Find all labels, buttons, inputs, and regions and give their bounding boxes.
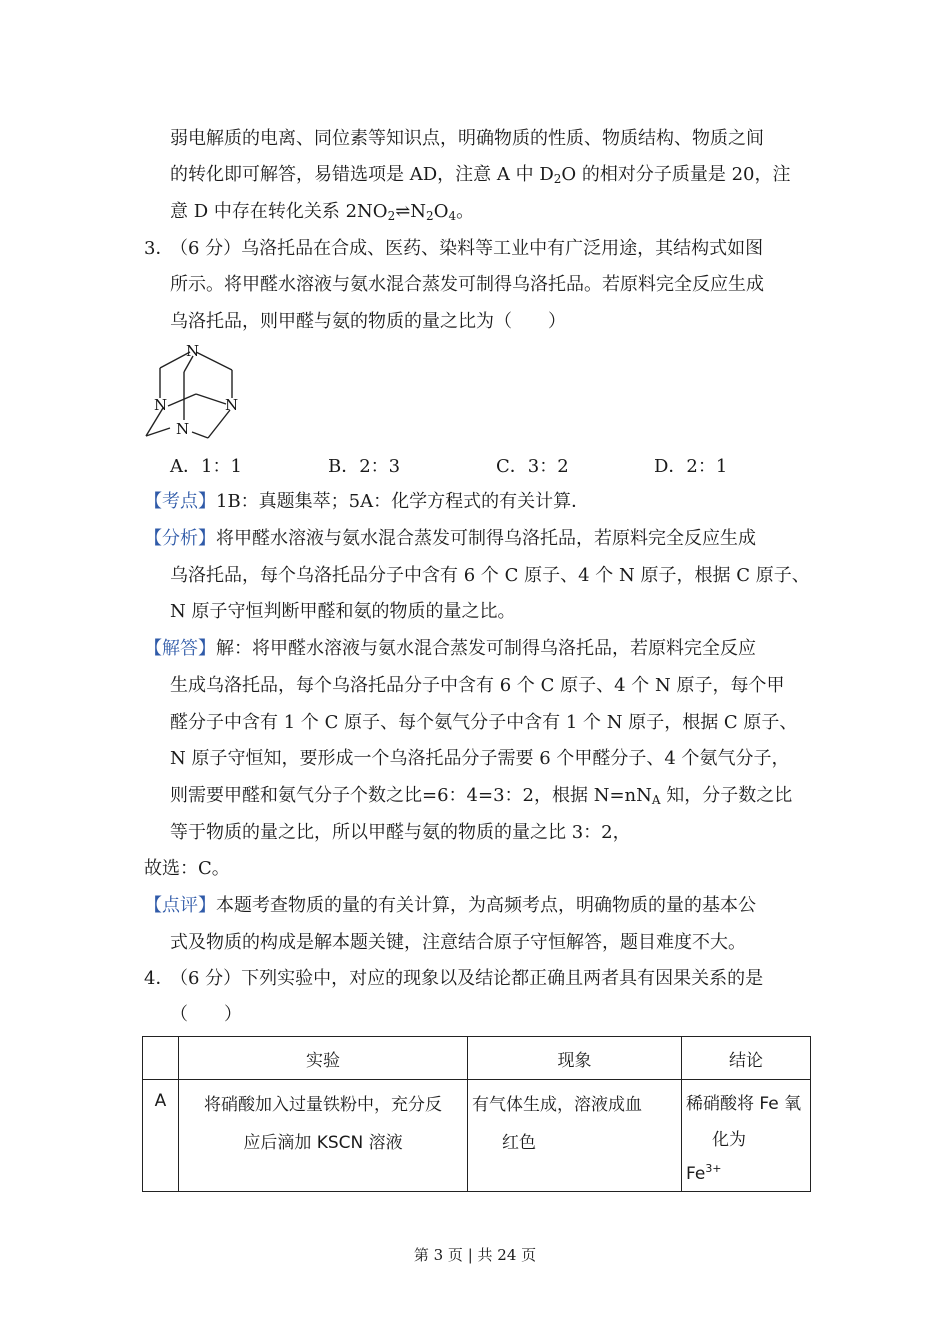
- prev-answer-line3: 意 D 中存在转化关系 $2NO_2\rightleftharpoons N_2O_4$。: [170, 201, 475, 223]
- hexamine-structure-diagram: [140, 340, 250, 440]
- prev-answer-line2: 的转化即可解答，易错选项是 AD，注意 A 中 $D_2O$ 的相对分子质量是 20，注: [170, 164, 791, 186]
- q3-kaodian: 【考点】1B：真题集萃；5A：化学方程式的有关计算．: [144, 491, 590, 512]
- q3-fenxi-line3: N 原子守恒判断甲醛和氨的物质的量之比。: [170, 601, 516, 622]
- prev-answer-line1: 弱电解质的电离、同位素等知识点，明确物质的性质、物质结构、物质之间: [170, 128, 764, 149]
- row-a-conclusion: 稀硝酸将 Fe 氧 化为 $Fe^{3+}$: [682, 1080, 811, 1192]
- q3-jieda-line3: 醛分子中含有 1 个 C 原子、每个氨气分子中含有 1 个 N 原子，根据 C 原子、: [170, 712, 798, 733]
- q3-dianping-line2: 式及物质的构成是解本题关键，注意结合原子守恒解答，题目难度不大。: [170, 932, 746, 953]
- nitrogen-atom-right: N: [225, 396, 239, 414]
- q3-dianping-line1: 【点评】本题考查物质的量的有关计算，为高频考点，明确物质的量的基本公: [144, 895, 756, 916]
- table-header-row: [143, 1037, 811, 1080]
- q3-jieda-line4: N 原子守恒知，要形成一个乌洛托品分子需要 6 个甲醛分子、4 个氨气分子，: [170, 748, 790, 769]
- nitrogen-atom-bottom: N: [176, 420, 190, 438]
- header-experiment: 实验: [179, 1037, 468, 1080]
- q3-option-d: D．2：1: [654, 456, 728, 477]
- kaodian-tag: 【考点】: [144, 491, 216, 512]
- q4-experiment-table: [142, 1036, 811, 1192]
- q4-stem-line2: （ ）: [170, 1004, 242, 1025]
- nitrogen-atom-left: N: [154, 396, 168, 414]
- q3-stem-line2: 所示。将甲醛水溶液与氨水混合蒸发可制得乌洛托品。若原料完全反应生成: [170, 274, 764, 295]
- nitrogen-atom-top: N: [186, 342, 200, 360]
- header-label-cell: [143, 1037, 179, 1080]
- q3-stem-line1: （6 分）乌洛托品在合成、医药、染料等工业中有广泛用途，其结构式如图: [170, 238, 764, 259]
- q4-number: 4．: [144, 968, 174, 989]
- row-a-phenomenon: 有气体生成，溶液成血 红色: [468, 1080, 682, 1192]
- page-footer: 第 3 页 | 共 24 页: [413, 1246, 537, 1264]
- row-a-experiment: 将硝酸加入过量铁粉中，充分反 应后滴加 KSCN 溶液: [179, 1080, 468, 1192]
- q3-option-a: A．1：1: [170, 456, 242, 477]
- q3-jieda-line5: 则需要甲醛和氨气分子个数之比=6：4=3：2，根据 $N=nN_A$ 知，分子数之比: [170, 785, 793, 807]
- q3-number: 3．: [144, 238, 174, 259]
- q3-answer: 故选：C。: [144, 858, 230, 879]
- jieda-tag: 【解答】: [144, 638, 216, 659]
- q3-jieda-line2: 生成乌洛托品，每个乌洛托品分子中含有 6 个 C 原子、4 个 N 原子，每个甲: [170, 675, 785, 696]
- q3-option-b: B．2：3: [328, 456, 401, 477]
- fenxi-tag: 【分析】: [144, 528, 216, 549]
- header-conclusion: 结论: [682, 1037, 811, 1080]
- q3-option-c: C．3：2: [496, 456, 569, 477]
- equilibrium-arrow-icon: ⇌: [395, 201, 411, 222]
- q3-jieda-line6: 等于物质的量之比，所以甲醛与氨的物质的量之比 3：2，: [170, 822, 631, 843]
- q3-stem-line3: 乌洛托品，则甲醛与氨的物质的量之比为（ ）: [170, 311, 566, 332]
- row-label-a: A: [143, 1080, 179, 1192]
- q3-fenxi-line1: 【分析】将甲醛水溶液与氨水混合蒸发可制得乌洛托品，若原料完全反应生成: [144, 528, 756, 549]
- table-row: [143, 1080, 811, 1192]
- q4-stem-line1: （6 分）下列实验中，对应的现象以及结论都正确且两者具有因果关系的是: [170, 968, 764, 989]
- q3-jieda-line1: 【解答】解：将甲醛水溶液与氨水混合蒸发可制得乌洛托品，若原料完全反应: [144, 638, 756, 659]
- dianping-tag: 【点评】: [144, 895, 216, 916]
- header-phenomenon: 现象: [468, 1037, 682, 1080]
- q3-fenxi-line2: 乌洛托品，每个乌洛托品分子中含有 6 个 C 原子、4 个 N 原子，根据 C 原子、: [170, 565, 810, 586]
